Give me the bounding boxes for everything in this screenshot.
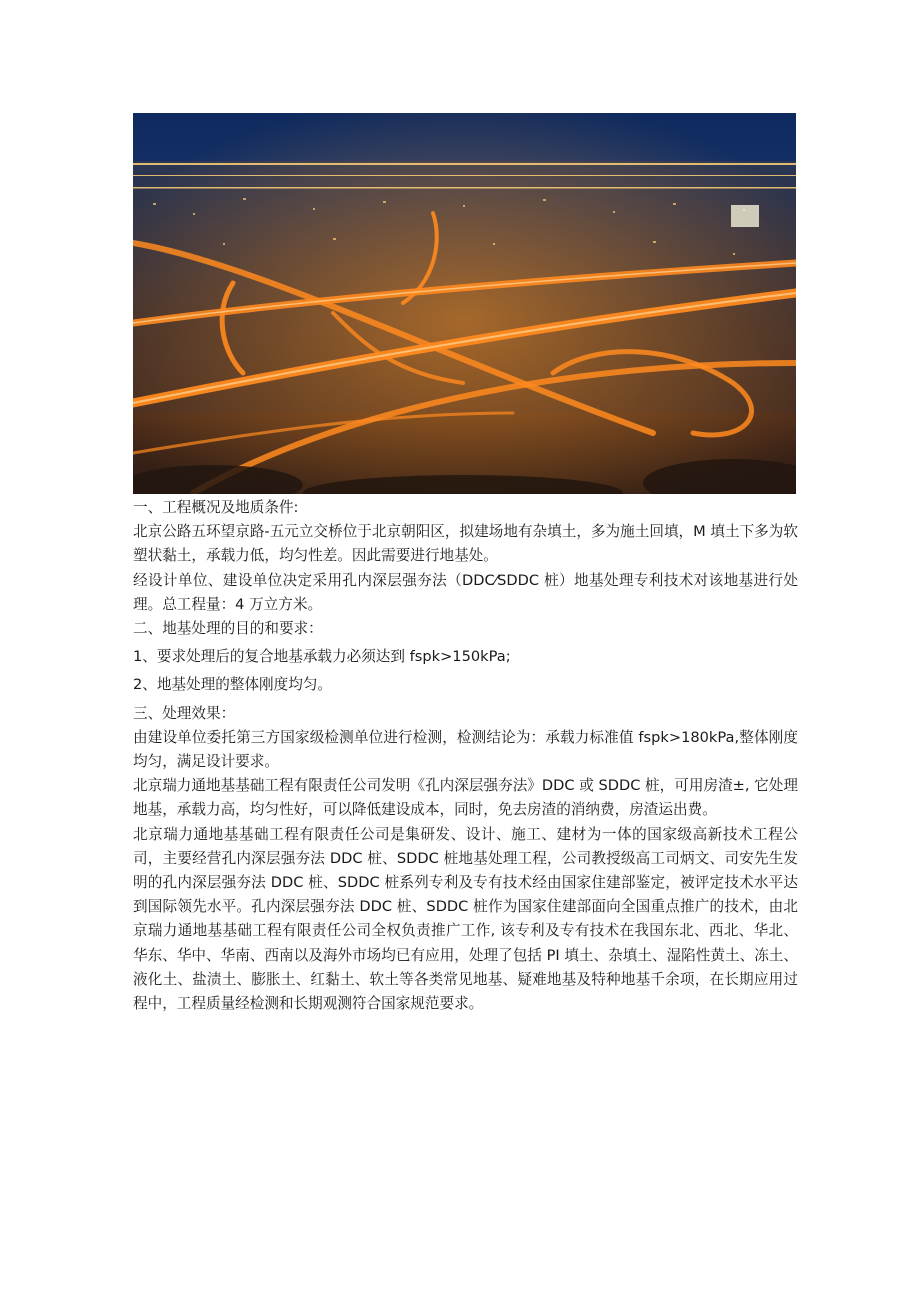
paragraph-method: 经设计单位、建设单位决定采用孔内深层强夯法（DDC⁄SDDC 桩）地基处理专利技术对该地基进行处理。总工程量：4 万立方米。 xyxy=(133,571,798,613)
section-heading-results: 三、处理效果： xyxy=(133,704,236,722)
interchange-photo xyxy=(133,113,796,494)
article-body xyxy=(133,496,798,1016)
section-heading-overview: 一、工程概况及地质条件: xyxy=(133,499,299,516)
paragraph-test-result: 由建设单位委托第三方国家级检测单位进行检测，检测结论为：承载力标准值 fspk>180kPa,整体刚度均匀，满足设计要求。 xyxy=(133,728,798,771)
requirement-item-2: 2、地基处理的整体刚度均匀。 xyxy=(133,676,333,694)
city-interchange-night-photo-icon xyxy=(133,113,796,494)
paragraph-invention: 北京瑞力通地基基础工程有限责任公司发明《孔内深层强夯法》DDC 或 SDDC 桩，可用房渣±, 它处理地基，承载力高，均匀性好，可以降低建设成本，同时，免去房渣的消纳费，房渣运出费。 xyxy=(133,777,798,819)
paragraph-site-conditions: 北京公路五环望京路-五元立交桥位于北京朝阳区，拟建场地有杂填土，多为施土回填，M 填土下多为软塑状黏土，承载力低，均匀性差。因此需要进行地基处。 xyxy=(133,523,798,565)
requirement-item-1: 1、要求处理后的复合地基承载力必须达到 fspk>150kPa; xyxy=(133,648,511,666)
section-heading-requirements: 二、地基处理的目的和要求： xyxy=(133,620,323,638)
paragraph-company-profile: 北京瑞力通地基基础工程有限责任公司是集研发、设计、施工、建材为一体的国家级高新技术工程公司，主要经营孔内深层强夯法 DDC 桩、SDDC 桩地基处理工程，公司教授级高工司炳文、司安先生发明的孔内深层强夯法 DDC 桩、SDDC 桩系列专利及专有技术经由国家住建部鉴定，被评定技术水平达到国际领先水平。孔内深层强夯法 DDC 桩、SDDC 桩作为国家住建部面向全国重点推广的技术，由北京瑞力通地基基础工程有限责任公司全权负责推广工作, 该专利及专有技术在我国东北、西北、华北、华东、华中、华南、西南以及海外市场均已有应用，处理了包括 PI 填土、杂填土、湿陷性黄土、冻土、液化土、盐渍土、膨胀土、红黏土、软土等各类常见地基、疑难地基及特种地基千余项，在长期应用过程中，工程质量经检测和长期观测符合国家规范要求。 xyxy=(133,825,798,1013)
